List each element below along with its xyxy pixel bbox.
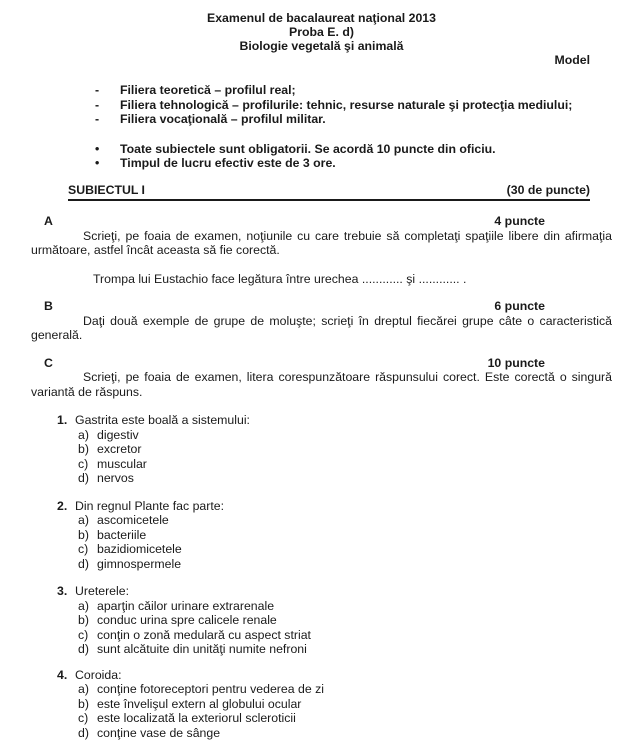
option-text: bazidiomicetele [97,542,182,556]
question-1-option-b [31,442,612,457]
option-letter: b) [78,613,89,627]
option-letter: a) [78,513,89,527]
question-1-option-d [31,471,612,486]
question-4-stem [31,668,612,683]
filiera-item-text: Filiera vocaţională – profilul militar. [120,112,326,126]
option-text: conţine vase de sânge [97,725,221,740]
option-text: sunt alcătuite din unităţi numite nefroni [97,642,307,656]
option-letter: b) [78,696,89,711]
option-letter: d) [78,471,89,485]
question-1-option-a [31,428,612,443]
question-2 [31,499,612,572]
section-a-points: 4 puncte [494,214,545,228]
option-letter: d) [78,725,89,740]
option-text: aparţin căilor urinare extrarenale [97,598,275,613]
question-4-option-b [31,697,612,712]
section-a-text: Scrieţi, pe foaia de examen, noţiunile cu care trebuie să completaţi spaţiile libere din afirmaţia următoare, astfel încât aceasta să fie corectă. [31,228,612,257]
option-letter: a) [78,682,89,696]
section-c-points: 10 puncte [487,355,545,370]
section-b-points: 6 puncte [494,299,545,313]
subject-title: SUBIECTUL I [68,182,145,197]
question-3-option-a [31,599,612,614]
question-text: Din regnul Plante fac parte: [75,498,225,513]
section-a-header [44,214,545,229]
header-proba: Proba E. d) [289,25,354,39]
question-2-option-a [31,513,612,528]
header-discipline: Biologie vegetală şi animală [239,39,404,53]
question-text: Gastrita este boală a sistemului: [75,413,250,427]
question-2-option-d [31,557,612,572]
section-c-label: C [44,355,53,370]
section-a-label: A [44,214,53,228]
option-letter: c) [78,542,89,556]
question-number: 3. [57,584,68,598]
question-4-option-c [31,711,612,726]
option-text: digestiv [97,427,139,442]
question-1-stem [31,413,612,428]
section-b-header [44,299,545,314]
option-text: conduc urina spre calicele renale [97,613,277,627]
option-letter: d) [78,556,89,571]
option-text: gimnospermele [97,556,182,571]
filiera-list [31,83,612,127]
question-4-option-d [31,726,612,741]
instruction-item [31,156,612,171]
question-number: 2. [57,498,68,513]
dash-marker: - [95,112,100,126]
question-1-option-c [31,457,612,472]
section-a-fill-in-statement: Trompa lui Eustachio face legătura între urechea ............ şi ............ . [93,271,467,286]
filiera-item [31,98,612,113]
question-4-option-a [31,682,612,697]
document-header [31,11,612,67]
question-number: 4. [57,667,68,682]
question-3-stem [31,584,612,599]
question-3-option-b [31,613,612,628]
option-letter: b) [78,442,89,456]
instruction-item-text: Timpul de lucru efectiv este de 3 ore. [120,156,336,170]
option-letter: c) [78,711,89,725]
section-b-label: B [44,299,53,313]
dash-marker: - [95,83,100,97]
bullet-marker: • [95,141,100,156]
option-text: conţine fotoreceptori pentru vederea de zi [97,682,324,696]
instruction-item-text: Toate subiectele sunt obligatorii. Se acordă 10 puncte din oficiu. [120,141,496,156]
dash-marker: - [95,97,100,112]
option-letter: c) [78,456,89,471]
option-letter: d) [78,642,89,656]
option-letter: c) [78,627,89,642]
question-3-option-c [31,628,612,643]
option-text: este localizată la exteriorul scleroticii [97,711,296,725]
question-1 [31,413,612,486]
subject-header [68,183,590,202]
question-text: Ureterele: [75,584,129,598]
option-letter: b) [78,527,89,542]
question-2-stem [31,499,612,514]
question-3-option-d [31,642,612,657]
option-text: este învelişul extern al globului ocular [97,696,302,711]
question-number: 1. [57,413,68,427]
header-exam-title: Examenul de bacalaureat naţional 2013 [207,11,436,25]
question-text: Coroida: [75,667,122,682]
question-2-option-c [31,542,612,557]
section-c-header [44,356,545,371]
instruction-item [31,142,612,157]
section-c-text: Scrieţi, pe foaia de examen, litera corespunzătoare răspunsului corect. Este corectă o singură variantă de răspuns. [31,370,612,399]
option-text: bacteriile [97,527,147,542]
section-b-text: Daţi două exemple de grupe de moluşte; scrieţi în dreptul fiecărei grupe câte o caracteristică generală. [31,313,612,342]
question-4 [31,668,612,741]
filiera-item [31,112,612,127]
model-label: Model [554,53,590,67]
question-2-option-b [31,528,612,543]
bullet-marker: • [95,156,100,170]
filiera-item [31,83,612,98]
filiera-item-text: Filiera tehnologică – profilurile: tehnic, resurse naturale şi protecţia mediului; [120,97,573,112]
option-text: conţin o zonă medulară cu aspect striat [97,627,311,642]
option-text: ascomicetele [97,513,169,527]
filiera-item-text: Filiera teoretică – profilul real; [120,83,296,97]
option-letter: a) [78,427,89,442]
subject-points: (30 de puncte) [506,182,590,197]
option-text: muscular [97,456,147,471]
option-text: excretor [97,442,142,456]
option-letter: a) [78,598,89,613]
instructions-list [31,142,612,171]
option-text: nervos [97,471,134,485]
question-3 [31,584,612,657]
